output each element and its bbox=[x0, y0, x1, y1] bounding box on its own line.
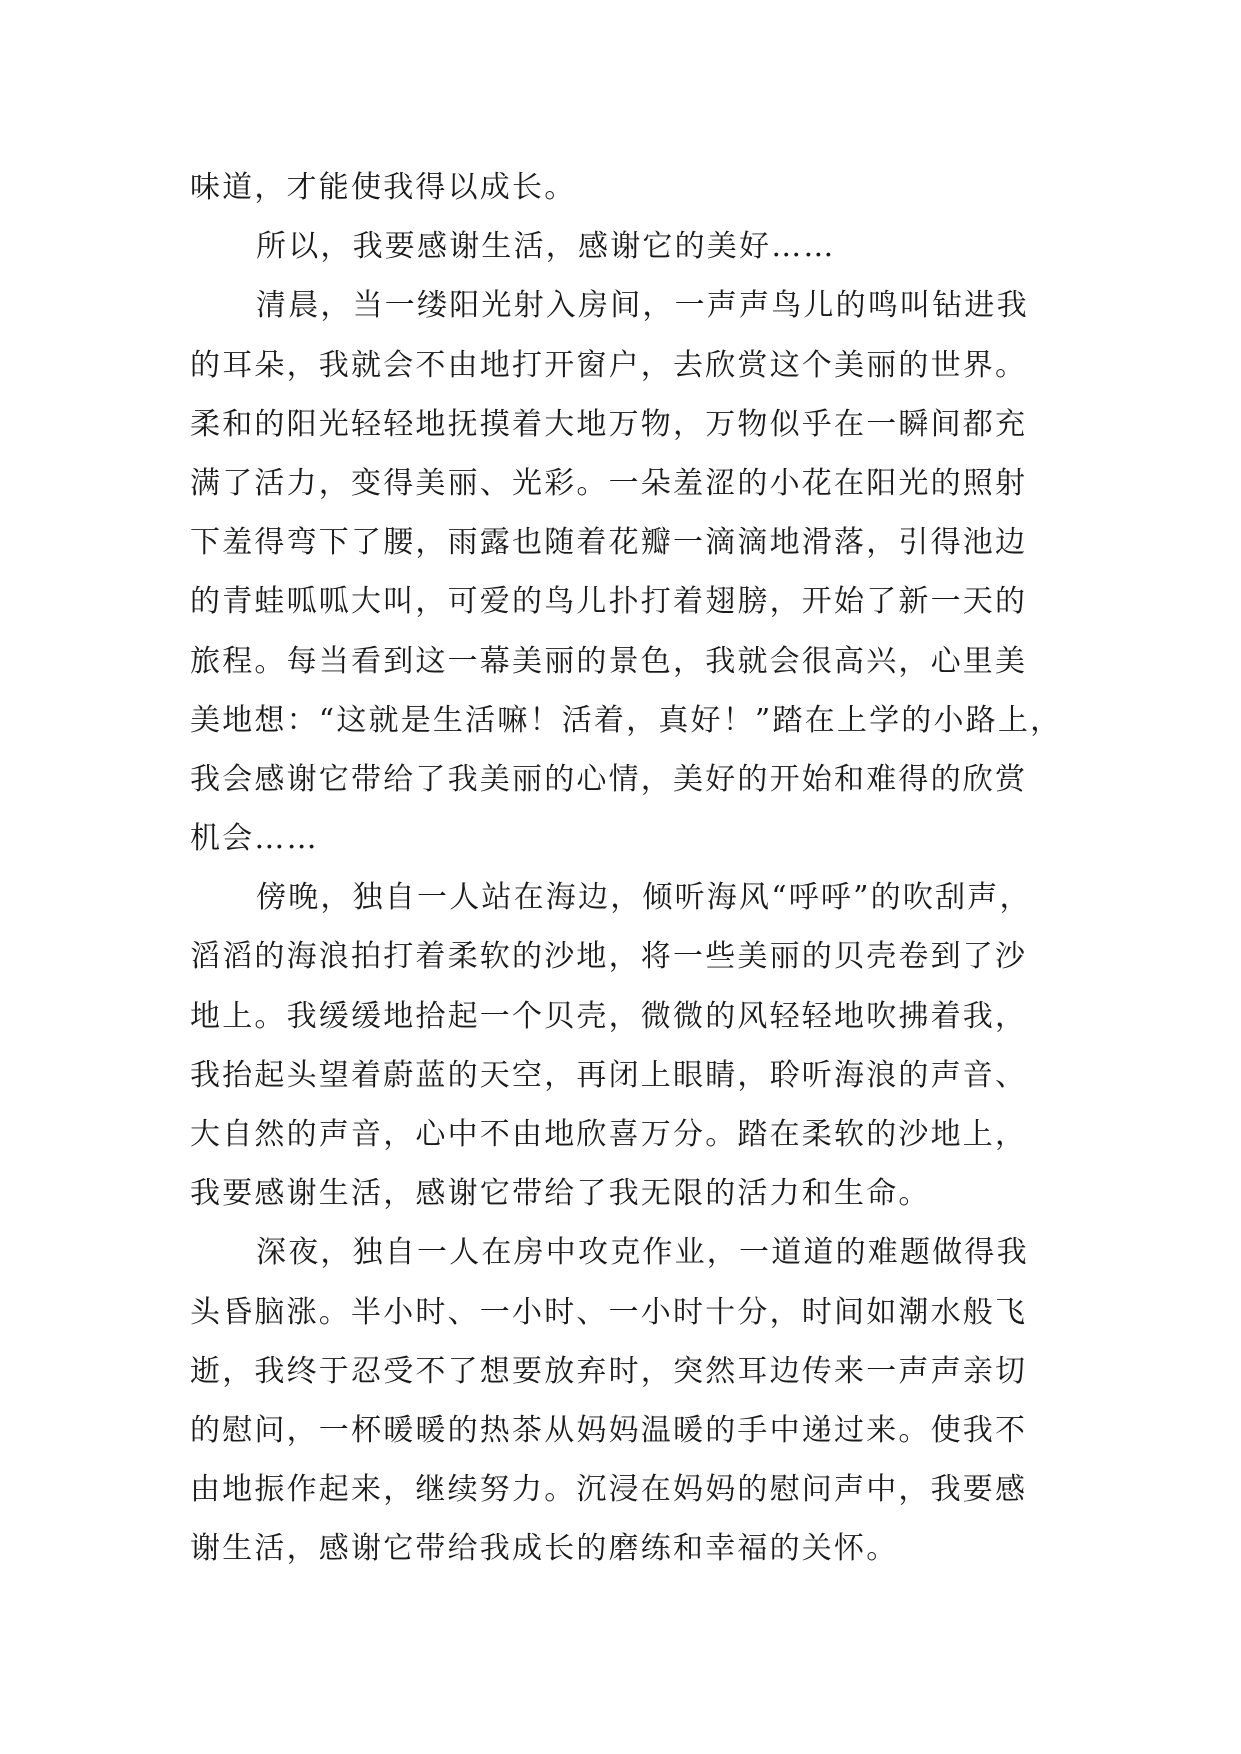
text-line: 头昏脑涨。半小时、一小时、一小时十分，时间如潮水般飞 bbox=[190, 1294, 1028, 1330]
text-line: 的慰问，一杯暖暖的热茶从妈妈温暖的手中递过来。使我不 bbox=[190, 1412, 1028, 1448]
text-line: 满了活力，变得美丽、光彩。一朵羞涩的小花在阳光的照射 bbox=[190, 465, 1028, 501]
text-line: 谢生活，感谢它带给我成长的磨练和幸福的关怀。 bbox=[190, 1531, 899, 1567]
text-line: 滔滔的海浪拍打着柔软的沙地，将一些美丽的贝壳卷到了沙 bbox=[190, 939, 1028, 975]
text-line: 美地想：“这就是生活嘛！活着，真好！”踏在上学的小路上， bbox=[190, 702, 1063, 738]
text-line: 傍晚，独自一人站在海边，倾听海风“呼呼”的吹刮声， bbox=[256, 880, 1032, 916]
text-line: 清晨，当一缕阳光射入房间，一声声鸟儿的鸣叫钻进我 bbox=[256, 288, 1029, 324]
text-line: 味道，才能使我得以成长。 bbox=[190, 170, 577, 205]
text-line: 旅程。每当看到这一幕美丽的景色，我就会很高兴，心里美 bbox=[190, 643, 1028, 679]
text-line: 由地振作起来，继续努力。沉浸在妈妈的慰问声中，我要感 bbox=[190, 1472, 1028, 1508]
text-line: 机会…… bbox=[190, 821, 319, 857]
essay-body bbox=[190, 158, 1063, 1579]
text-line: 我抬起头望着蔚蓝的天空，再闭上眼睛，聆听海浪的声音、 bbox=[190, 1057, 1028, 1093]
text-line: 下羞得弯下了腰，雨露也随着花瓣一滴滴地滑落，引得池边 bbox=[190, 525, 1028, 561]
text-line: 我会感谢它带给了我美丽的心情，美好的开始和难得的欣赏 bbox=[190, 761, 1028, 797]
text-line: 大自然的声音，心中不由地欣喜万分。踏在柔软的沙地上， bbox=[190, 1117, 1028, 1152]
text-line: 的青蛙呱呱大叫，可爱的鸟儿扑打着翅膀，开始了新一天的 bbox=[190, 584, 1028, 620]
text-line: 深夜，独自一人在房中攻克作业，一道道的难题做得我 bbox=[256, 1235, 1029, 1271]
text-line: 的耳朵，我就会不由地打开窗户，去欣赏这个美丽的世界。 bbox=[190, 347, 1028, 383]
text-line: 我要感谢生活，感谢它带给了我无限的活力和生命。 bbox=[190, 1176, 931, 1212]
text-line: 逝，我终于忍受不了想要放弃时，突然耳边传来一声声亲切 bbox=[190, 1353, 1028, 1389]
text-line: 柔和的阳光轻轻地抚摸着大地万物，万物似乎在一瞬间都充 bbox=[190, 406, 1028, 442]
text-line: 所以，我要感谢生活，感谢它的美好…… bbox=[256, 229, 836, 265]
text-line: 地上。我缓缓地拾起一个贝壳，微微的风轻轻地吹拂着我， bbox=[190, 998, 1028, 1034]
